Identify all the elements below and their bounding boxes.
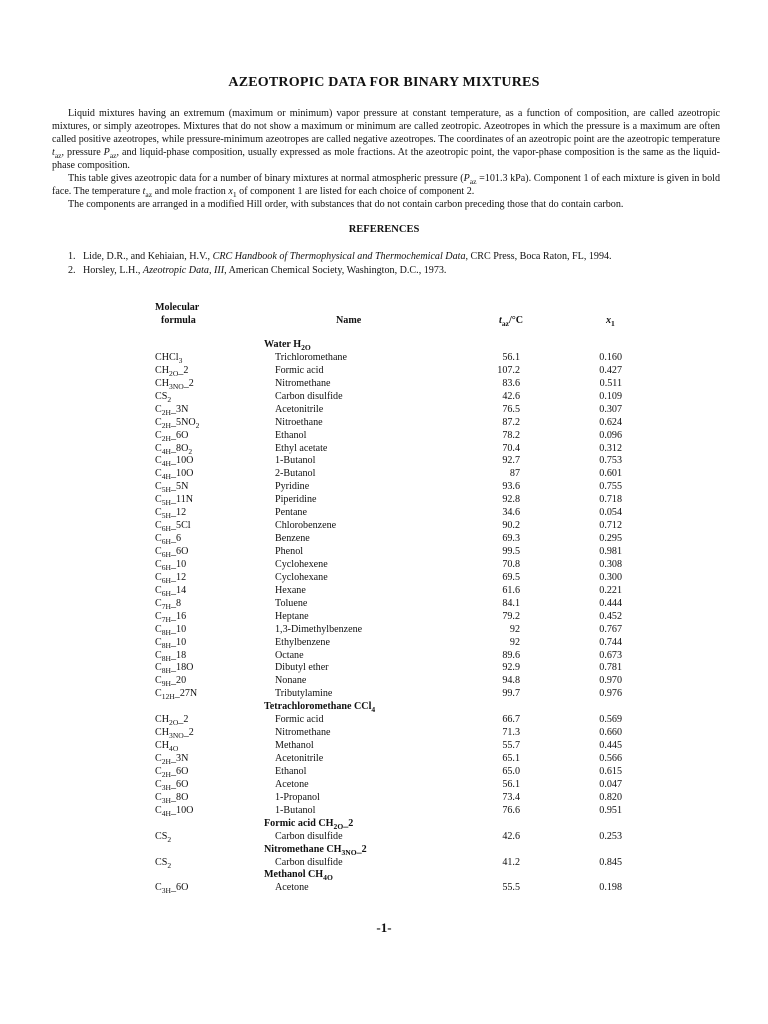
temperature-cell: 92 xyxy=(509,623,520,635)
formula-cell: $C_{6H}\_5Cl$ xyxy=(155,520,191,534)
formula-cell: $C_{2H}\_5NO_2$ xyxy=(155,416,200,430)
table-row xyxy=(0,831,768,844)
reference-title: CRC Handbook of Thermophysical and Thermochemical Data xyxy=(212,251,466,262)
name-cell: Formic acid xyxy=(275,364,324,376)
temperature-cell: 69.3 xyxy=(502,533,520,545)
formula-cell: $C_{7H}\_8$ xyxy=(155,597,182,611)
name-cell: Tributylamine xyxy=(275,688,333,700)
table-row xyxy=(0,792,768,805)
formula-cell: $C_{5H}\_11N$ xyxy=(155,494,194,508)
mole-fraction-cell: 0.755 xyxy=(599,481,622,493)
group-header-row xyxy=(0,844,768,857)
table-row xyxy=(0,455,768,468)
temperature-cell: 99.7 xyxy=(502,688,520,700)
temperature-cell: 84.1 xyxy=(502,597,520,609)
table-row xyxy=(0,740,768,753)
name-cell: 1-Butanol xyxy=(275,455,316,467)
mole-fraction-cell: 0.753 xyxy=(599,455,622,467)
name-cell: Toluene xyxy=(275,597,308,609)
table-row xyxy=(0,753,768,766)
mole-fraction-cell: 0.445 xyxy=(599,740,622,752)
temperature-cell: 66.7 xyxy=(502,714,520,726)
name-cell: Carbon disulfide xyxy=(275,856,343,868)
table-row xyxy=(0,727,768,740)
table-row xyxy=(0,507,768,520)
name-cell: Nitromethane xyxy=(275,727,331,739)
table-row xyxy=(0,391,768,404)
group-title: Methanol $CH_{4O}$ xyxy=(264,869,333,883)
temperature-cell: 92.8 xyxy=(502,494,520,506)
formula-cell: $CS_2$ xyxy=(155,830,172,844)
formula-cell: $C_{2H}\_3N$ xyxy=(155,403,189,417)
table-row xyxy=(0,365,768,378)
name-cell: Heptane xyxy=(275,610,309,622)
name-cell: 2-Butanol xyxy=(275,468,316,480)
reference-title: Azeotropic Data, III xyxy=(142,265,225,276)
intro-paragraph: The components are arranged in a modified Hill order, with substances that do not contain carbon preceding those that do contain carbon. xyxy=(68,199,624,210)
header-formula xyxy=(155,301,199,327)
formula-cell: $CS_2$ xyxy=(155,856,172,870)
table-row xyxy=(0,688,768,701)
name-cell: Acetone xyxy=(275,882,309,894)
reference-number: 2. xyxy=(68,265,76,276)
table-row xyxy=(0,662,768,675)
header-x1: $x_1$ xyxy=(606,315,615,329)
mole-fraction-cell: 0.096 xyxy=(599,429,622,441)
name-cell: Trichloromethane xyxy=(275,351,347,363)
temperature-cell: 94.8 xyxy=(502,675,520,687)
temperature-cell: 42.6 xyxy=(502,390,520,402)
name-cell: Dibutyl ether xyxy=(275,662,329,674)
temperature-cell: 79.2 xyxy=(502,610,520,622)
header-formula-line1: Molecular xyxy=(155,302,200,313)
mole-fraction-cell: 0.253 xyxy=(599,830,622,842)
group-header-row xyxy=(0,818,768,831)
name-cell: Pentane xyxy=(275,507,307,519)
temperature-cell: 92.9 xyxy=(502,662,520,674)
name-cell: 1-Butanol xyxy=(275,804,316,816)
mole-fraction-cell: 0.981 xyxy=(599,546,622,557)
mole-fraction-cell: 0.511 xyxy=(599,377,622,389)
temperature-cell: 65.0 xyxy=(502,765,520,777)
formula-cell: $C_{4H}\_10O$ xyxy=(155,804,194,818)
mole-fraction-cell: 0.712 xyxy=(599,520,622,532)
formula-cell: $C_{5H}\_5N$ xyxy=(155,481,189,495)
table-row xyxy=(0,520,768,533)
temperature-cell: 99.5 xyxy=(502,546,520,557)
table-row xyxy=(0,882,768,895)
name-cell: Ethylbenzene xyxy=(275,636,330,648)
formula-cell: $C_{4H}\_8O_2$ xyxy=(155,442,193,456)
temperature-cell: 89.6 xyxy=(502,649,520,661)
formula-cell: $C_{6H}\_14$ xyxy=(155,584,187,598)
table-row xyxy=(0,559,768,572)
mole-fraction-cell: 0.427 xyxy=(599,364,622,376)
mole-fraction-cell: 0.970 xyxy=(599,675,622,687)
formula-cell: $C_{12H}\_27N$ xyxy=(155,688,198,702)
table-row xyxy=(0,533,768,546)
name-cell: 1-Propanol xyxy=(275,791,320,803)
mole-fraction-cell: 0.781 xyxy=(599,662,622,674)
group-title: Formic acid $CH_{2O}\_2$ xyxy=(264,817,354,831)
temperature-cell: 90.2 xyxy=(502,520,520,532)
table-row xyxy=(0,779,768,792)
page-number: -1- xyxy=(376,920,392,935)
formula-cell: CHCl$_3$ xyxy=(155,351,183,365)
group-header-row xyxy=(0,869,768,882)
mole-fraction-cell: 0.744 xyxy=(599,636,622,648)
formula-cell: $C_{2H}\_6O$ xyxy=(155,765,189,779)
name-cell: Nitromethane xyxy=(275,377,331,389)
temperature-cell: 76.6 xyxy=(502,804,520,816)
azeotrope-table xyxy=(0,339,768,895)
temperature-cell: 92 xyxy=(509,636,520,648)
mole-fraction-cell: 0.673 xyxy=(599,649,622,661)
formula-cell: $C_{3H}\_6O$ xyxy=(155,778,189,792)
formula-cell: $C_{8H}\_10$ xyxy=(155,623,187,637)
table-row xyxy=(0,481,768,494)
reference-number: 1. xyxy=(68,251,76,262)
group-title: Nitromethane $CH_{3NO}\_2$ xyxy=(264,843,367,857)
page-title: AZEOTROPIC DATA FOR BINARY MIXTURES xyxy=(228,75,540,90)
formula-cell: $C_{3H}\_8O$ xyxy=(155,791,189,805)
references-heading: REFERENCES xyxy=(348,224,420,235)
mole-fraction-cell: 0.951 xyxy=(599,804,622,816)
temperature-cell: 73.4 xyxy=(502,791,520,803)
mole-fraction-cell: 0.601 xyxy=(599,468,622,480)
formula-cell: $C_{6H}\_10$ xyxy=(155,558,187,572)
table-row xyxy=(0,650,768,663)
temperature-cell: 70.8 xyxy=(502,558,520,570)
temperature-cell: 71.3 xyxy=(502,727,520,739)
formula-cell: $C_{8H}\_10$ xyxy=(155,636,187,650)
temperature-cell: 76.5 xyxy=(502,403,520,415)
name-cell: Octane xyxy=(275,649,304,661)
mole-fraction-cell: 0.221 xyxy=(599,584,622,596)
name-cell: Nonane xyxy=(275,675,307,687)
formula-cell: $C_{4H}\_10O$ xyxy=(155,455,194,469)
table-row xyxy=(0,624,768,637)
reference-item xyxy=(68,264,612,278)
name-cell: Phenol xyxy=(275,546,304,557)
temperature-cell: 55.5 xyxy=(502,882,520,894)
name-cell: Carbon disulfide xyxy=(275,830,343,842)
formula-cell: $C_{7H}\_16$ xyxy=(155,610,187,624)
table-row xyxy=(0,585,768,598)
group-title: Tetrachloromethane CCl$_4$ xyxy=(264,701,376,715)
mole-fraction-cell: 0.624 xyxy=(599,416,622,428)
table-row xyxy=(0,611,768,624)
mole-fraction-cell: 0.767 xyxy=(599,623,622,635)
temperature-cell: 61.6 xyxy=(502,584,520,596)
formula-cell: $CS_2$ xyxy=(155,390,172,404)
header-formula-line2: formula xyxy=(161,315,196,326)
table-row xyxy=(0,546,768,559)
formula-cell: $C_{6H}\_6$ xyxy=(155,533,182,547)
temperature-cell: 92.7 xyxy=(502,455,520,467)
temperature-cell: 93.6 xyxy=(502,481,520,493)
table-row xyxy=(0,714,768,727)
mole-fraction-cell: 0.307 xyxy=(599,403,622,415)
name-cell: Cyclohexane xyxy=(275,571,328,583)
header-name: Name xyxy=(336,315,362,326)
formula-cell: $C_{8H}\_18$ xyxy=(155,649,187,663)
temperature-cell: 78.2 xyxy=(502,429,520,441)
table-row xyxy=(0,417,768,430)
reference-text: Horsley, L.H., xyxy=(83,265,143,276)
formula-cell: $C_{2H}\_6O$ xyxy=(155,429,189,443)
group-header-row xyxy=(0,339,768,352)
formula-cell: $CH_{4O}$ xyxy=(155,740,179,754)
formula-cell: $C_{6H}\_6O$ xyxy=(155,546,189,560)
group-title: Water $H_{2O}$ xyxy=(264,339,311,353)
formula-cell: $CH_{2O}\_2$ xyxy=(155,714,189,728)
temperature-cell: 65.1 xyxy=(502,753,520,764)
header-t-az: $t_{az}/^\circ C$ xyxy=(499,315,524,329)
intro-paragraph: This table gives azeotropic data for a number of binary mixtures at normal atmospheric pressure ($P_{az} =101.3$ kPa). Component 1 of each mixture is given in bold face. The temperature $t_{az}$ and mole fraction $x_1$ of component 1 are listed for each choice of component 2. xyxy=(52,173,720,200)
mole-fraction-cell: 0.198 xyxy=(599,882,622,894)
name-cell: Ethanol xyxy=(275,429,307,441)
name-cell: Hexane xyxy=(275,584,306,596)
table-row xyxy=(0,494,768,507)
intro-paragraph: Liquid mixtures having an extremum (maximum or minimum) vapor pressure at constant temperature, as a function of composition, are called azeotropic mixtures, or simply azeotropes. Mixtures that do not show a maximum or minimum are called zeotropic. Azeotropes in which the pressure is a maximum are often called positive azeotropes, while pressure-minimum azeotropes are called negative azeotropes. The coordinates of an azeotropic point are the azeotropic temperature $t_{az}$, pressure $P_{az}$, and liquid-phase composition, usually expressed as mole fractions. At the azeotropic point, the vapor-phase composition is the same as the liquid-phase composition. xyxy=(52,108,720,171)
table-row xyxy=(0,468,768,481)
reference-text: Lide, D.R., and Kehiaian, H.V., xyxy=(83,251,213,262)
group-header-row xyxy=(0,701,768,714)
name-cell: Nitroethane xyxy=(275,416,323,428)
reference-text: , CRC Press, Boca Raton, FL, 1994. xyxy=(465,251,612,262)
temperature-cell: 34.6 xyxy=(502,507,520,519)
table-row xyxy=(0,637,768,650)
mole-fraction-cell: 0.109 xyxy=(599,390,622,402)
name-cell: Cyclohexene xyxy=(275,558,328,570)
name-cell: Methanol xyxy=(275,740,314,752)
name-cell: Acetonitrile xyxy=(275,403,324,415)
name-cell: Pyridine xyxy=(275,481,310,493)
name-cell: Chlorobenzene xyxy=(275,520,337,532)
name-cell: 1,3-Dimethylbenzene xyxy=(275,623,363,635)
temperature-cell: 55.7 xyxy=(502,740,520,752)
name-cell: Piperidine xyxy=(275,494,317,506)
mole-fraction-cell: 0.054 xyxy=(599,507,622,519)
table-row xyxy=(0,857,768,870)
mole-fraction-cell: 0.160 xyxy=(599,351,622,363)
temperature-cell: 56.1 xyxy=(502,778,520,790)
formula-cell: $C_{5H}\_12$ xyxy=(155,507,187,521)
formula-cell: $CH_{3NO}\_2$ xyxy=(155,377,194,391)
formula-cell: $C_{2H}\_3N$ xyxy=(155,753,189,767)
mole-fraction-cell: 0.718 xyxy=(599,494,622,506)
formula-cell: $C_{3H}\_6O$ xyxy=(155,882,189,896)
name-cell: Acetonitrile xyxy=(275,753,324,764)
table-row xyxy=(0,404,768,417)
references-list xyxy=(68,250,612,278)
temperature-cell: 87.2 xyxy=(502,416,520,428)
temperature-cell: 87 xyxy=(509,468,520,480)
mole-fraction-cell: 0.976 xyxy=(599,688,622,700)
mole-fraction-cell: 0.615 xyxy=(599,765,622,777)
temperature-cell: 107.2 xyxy=(497,364,520,376)
table-row xyxy=(0,598,768,611)
mole-fraction-cell: 0.047 xyxy=(599,778,622,790)
mole-fraction-cell: 0.308 xyxy=(599,558,622,570)
temperature-cell: 70.4 xyxy=(502,442,520,454)
mole-fraction-cell: 0.566 xyxy=(599,753,622,764)
table-row xyxy=(0,572,768,585)
table-row xyxy=(0,766,768,779)
formula-cell: $C_{4H}\_10O$ xyxy=(155,468,194,482)
table-row xyxy=(0,378,768,391)
mole-fraction-cell: 0.300 xyxy=(599,571,622,583)
formula-cell: $CH_{2O}\_2$ xyxy=(155,364,189,378)
mole-fraction-cell: 0.660 xyxy=(599,727,622,739)
name-cell: Ethanol xyxy=(275,765,307,777)
temperature-cell: 42.6 xyxy=(502,830,520,842)
mole-fraction-cell: 0.820 xyxy=(599,791,622,803)
name-cell: Ethyl acetate xyxy=(275,442,328,454)
reference-text: , American Chemical Society, Washington, D.C., 1973. xyxy=(224,265,447,276)
intro-text xyxy=(52,107,720,211)
mole-fraction-cell: 0.845 xyxy=(599,856,622,868)
mole-fraction-cell: 0.569 xyxy=(599,714,622,726)
mole-fraction-cell: 0.295 xyxy=(599,533,622,545)
mole-fraction-cell: 0.444 xyxy=(599,597,622,609)
temperature-cell: 56.1 xyxy=(502,351,520,363)
name-cell: Acetone xyxy=(275,778,309,790)
formula-cell: $CH_{3NO}\_2$ xyxy=(155,727,194,741)
reference-item xyxy=(68,250,612,264)
name-cell: Benzene xyxy=(275,533,310,545)
table-row xyxy=(0,675,768,688)
name-cell: Formic acid xyxy=(275,714,324,726)
formula-cell: $C_{9H}\_20$ xyxy=(155,675,187,689)
mole-fraction-cell: 0.452 xyxy=(599,610,622,622)
temperature-cell: 83.6 xyxy=(502,377,520,389)
formula-cell: $C_{6H}\_12$ xyxy=(155,571,187,585)
table-row xyxy=(0,430,768,443)
table-row xyxy=(0,805,768,818)
mole-fraction-cell: 0.312 xyxy=(599,442,622,454)
formula-cell: $C_{8H}\_18O$ xyxy=(155,662,194,676)
table-row xyxy=(0,352,768,365)
name-cell: Carbon disulfide xyxy=(275,390,343,402)
temperature-cell: 69.5 xyxy=(502,571,520,583)
table-row xyxy=(0,443,768,456)
temperature-cell: 41.2 xyxy=(502,856,520,868)
